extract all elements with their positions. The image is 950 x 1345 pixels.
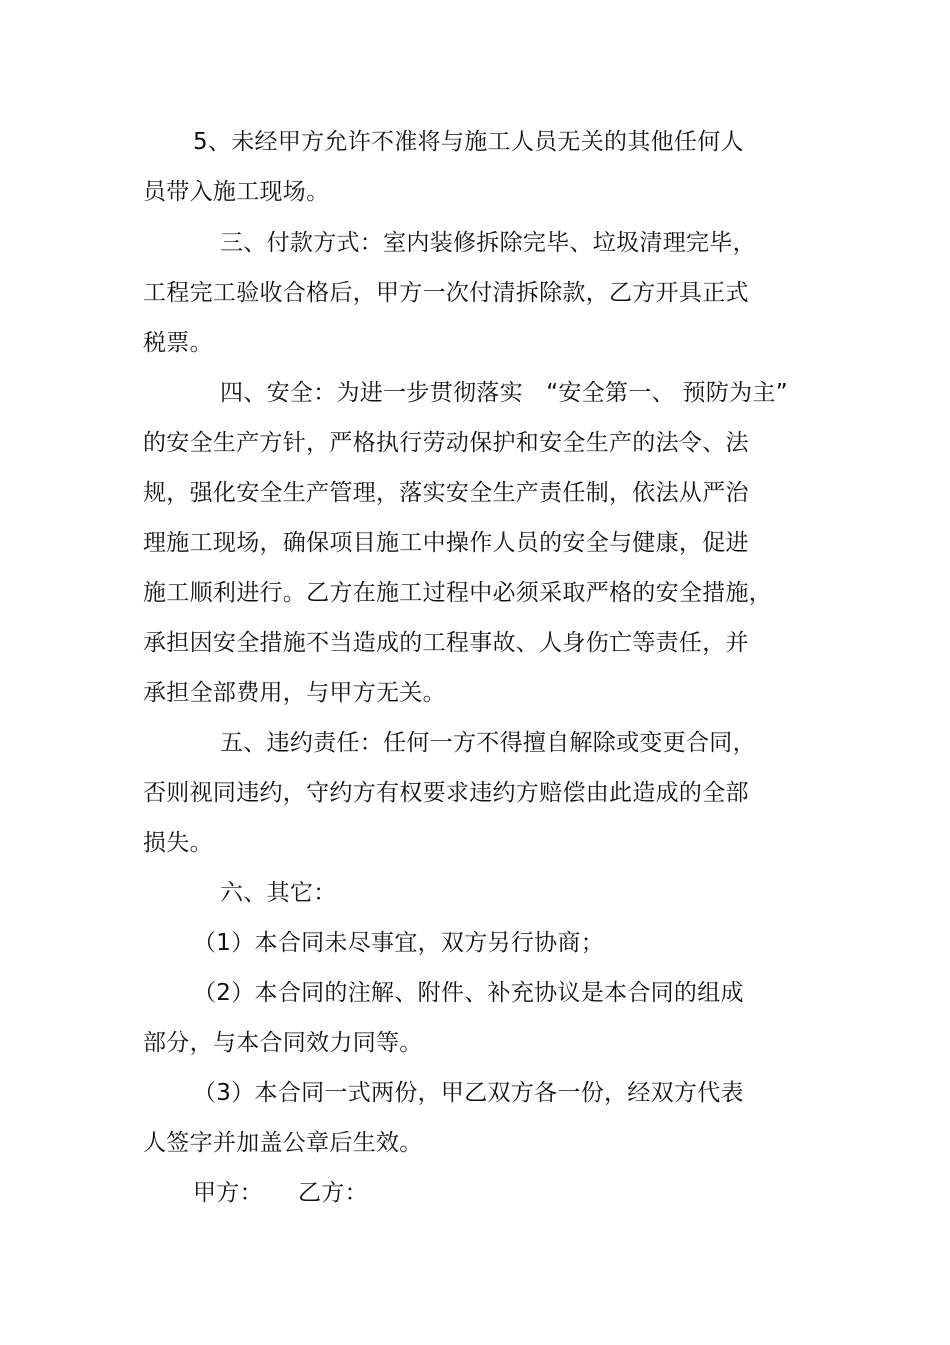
other-item-2-line-1: （2）本合同的注解、附件、补充协议是本合同的组成 [193, 980, 744, 1006]
safety-line-6: 承担因安全措施不当造成的工程事故、人身伤亡等责任，并 [143, 630, 749, 656]
breach-heading-line: 五、违约责任：任何一方不得擅自解除或变更合同， [220, 730, 756, 756]
payment-line-2: 工程完工验收合格后，甲方一次付清拆除款，乙方开具正式 [143, 280, 749, 306]
other-item-3-line-1: （3）本合同一式两份，甲乙双方各一份，经双方代表 [193, 1080, 744, 1106]
other-heading: 六、其它： [220, 880, 337, 906]
safety-heading-line: 四、安全：为进一步贯彻落实 “安全第一、 预防为主” [220, 380, 788, 406]
clause-5-line-1: 5、未经甲方允许不准将与施工人员无关的其他任何人 [193, 129, 744, 155]
payment-line-3: 税票。 [143, 330, 213, 356]
party-b-label: 乙方： [298, 1180, 368, 1206]
safety-line-3: 规，强化安全生产管理，落实安全生产责任制，依法从严治 [143, 480, 749, 506]
safety-line-2: 的安全生产方针，严格执行劳动保护和安全生产的法令、法 [143, 430, 749, 456]
breach-line-2: 否则视同违约，守约方有权要求违约方赔偿由此造成的全部 [143, 780, 749, 806]
payment-heading-line: 三、付款方式：室内装修拆除完毕、垃圾清理完毕， [220, 230, 756, 256]
party-a-label: 甲方： [193, 1180, 263, 1206]
other-item-1: （1）本合同未尽事宜，双方另行协商； [193, 930, 605, 956]
safety-line-4: 理施工现场，确保项目施工中操作人员的安全与健康，促进 [143, 530, 749, 556]
other-item-3-line-2: 人签字并加盖公章后生效。 [143, 1130, 423, 1156]
other-item-2-line-2: 部分，与本合同效力同等。 [143, 1030, 423, 1056]
clause-5-line-2: 员带入施工现场。 [143, 179, 330, 205]
safety-line-5: 施工顺利进行。乙方在施工过程中必须采取严格的安全措施， [143, 580, 773, 606]
safety-line-7: 承担全部费用，与甲方无关。 [143, 680, 446, 706]
breach-line-3: 损失。 [143, 830, 213, 856]
